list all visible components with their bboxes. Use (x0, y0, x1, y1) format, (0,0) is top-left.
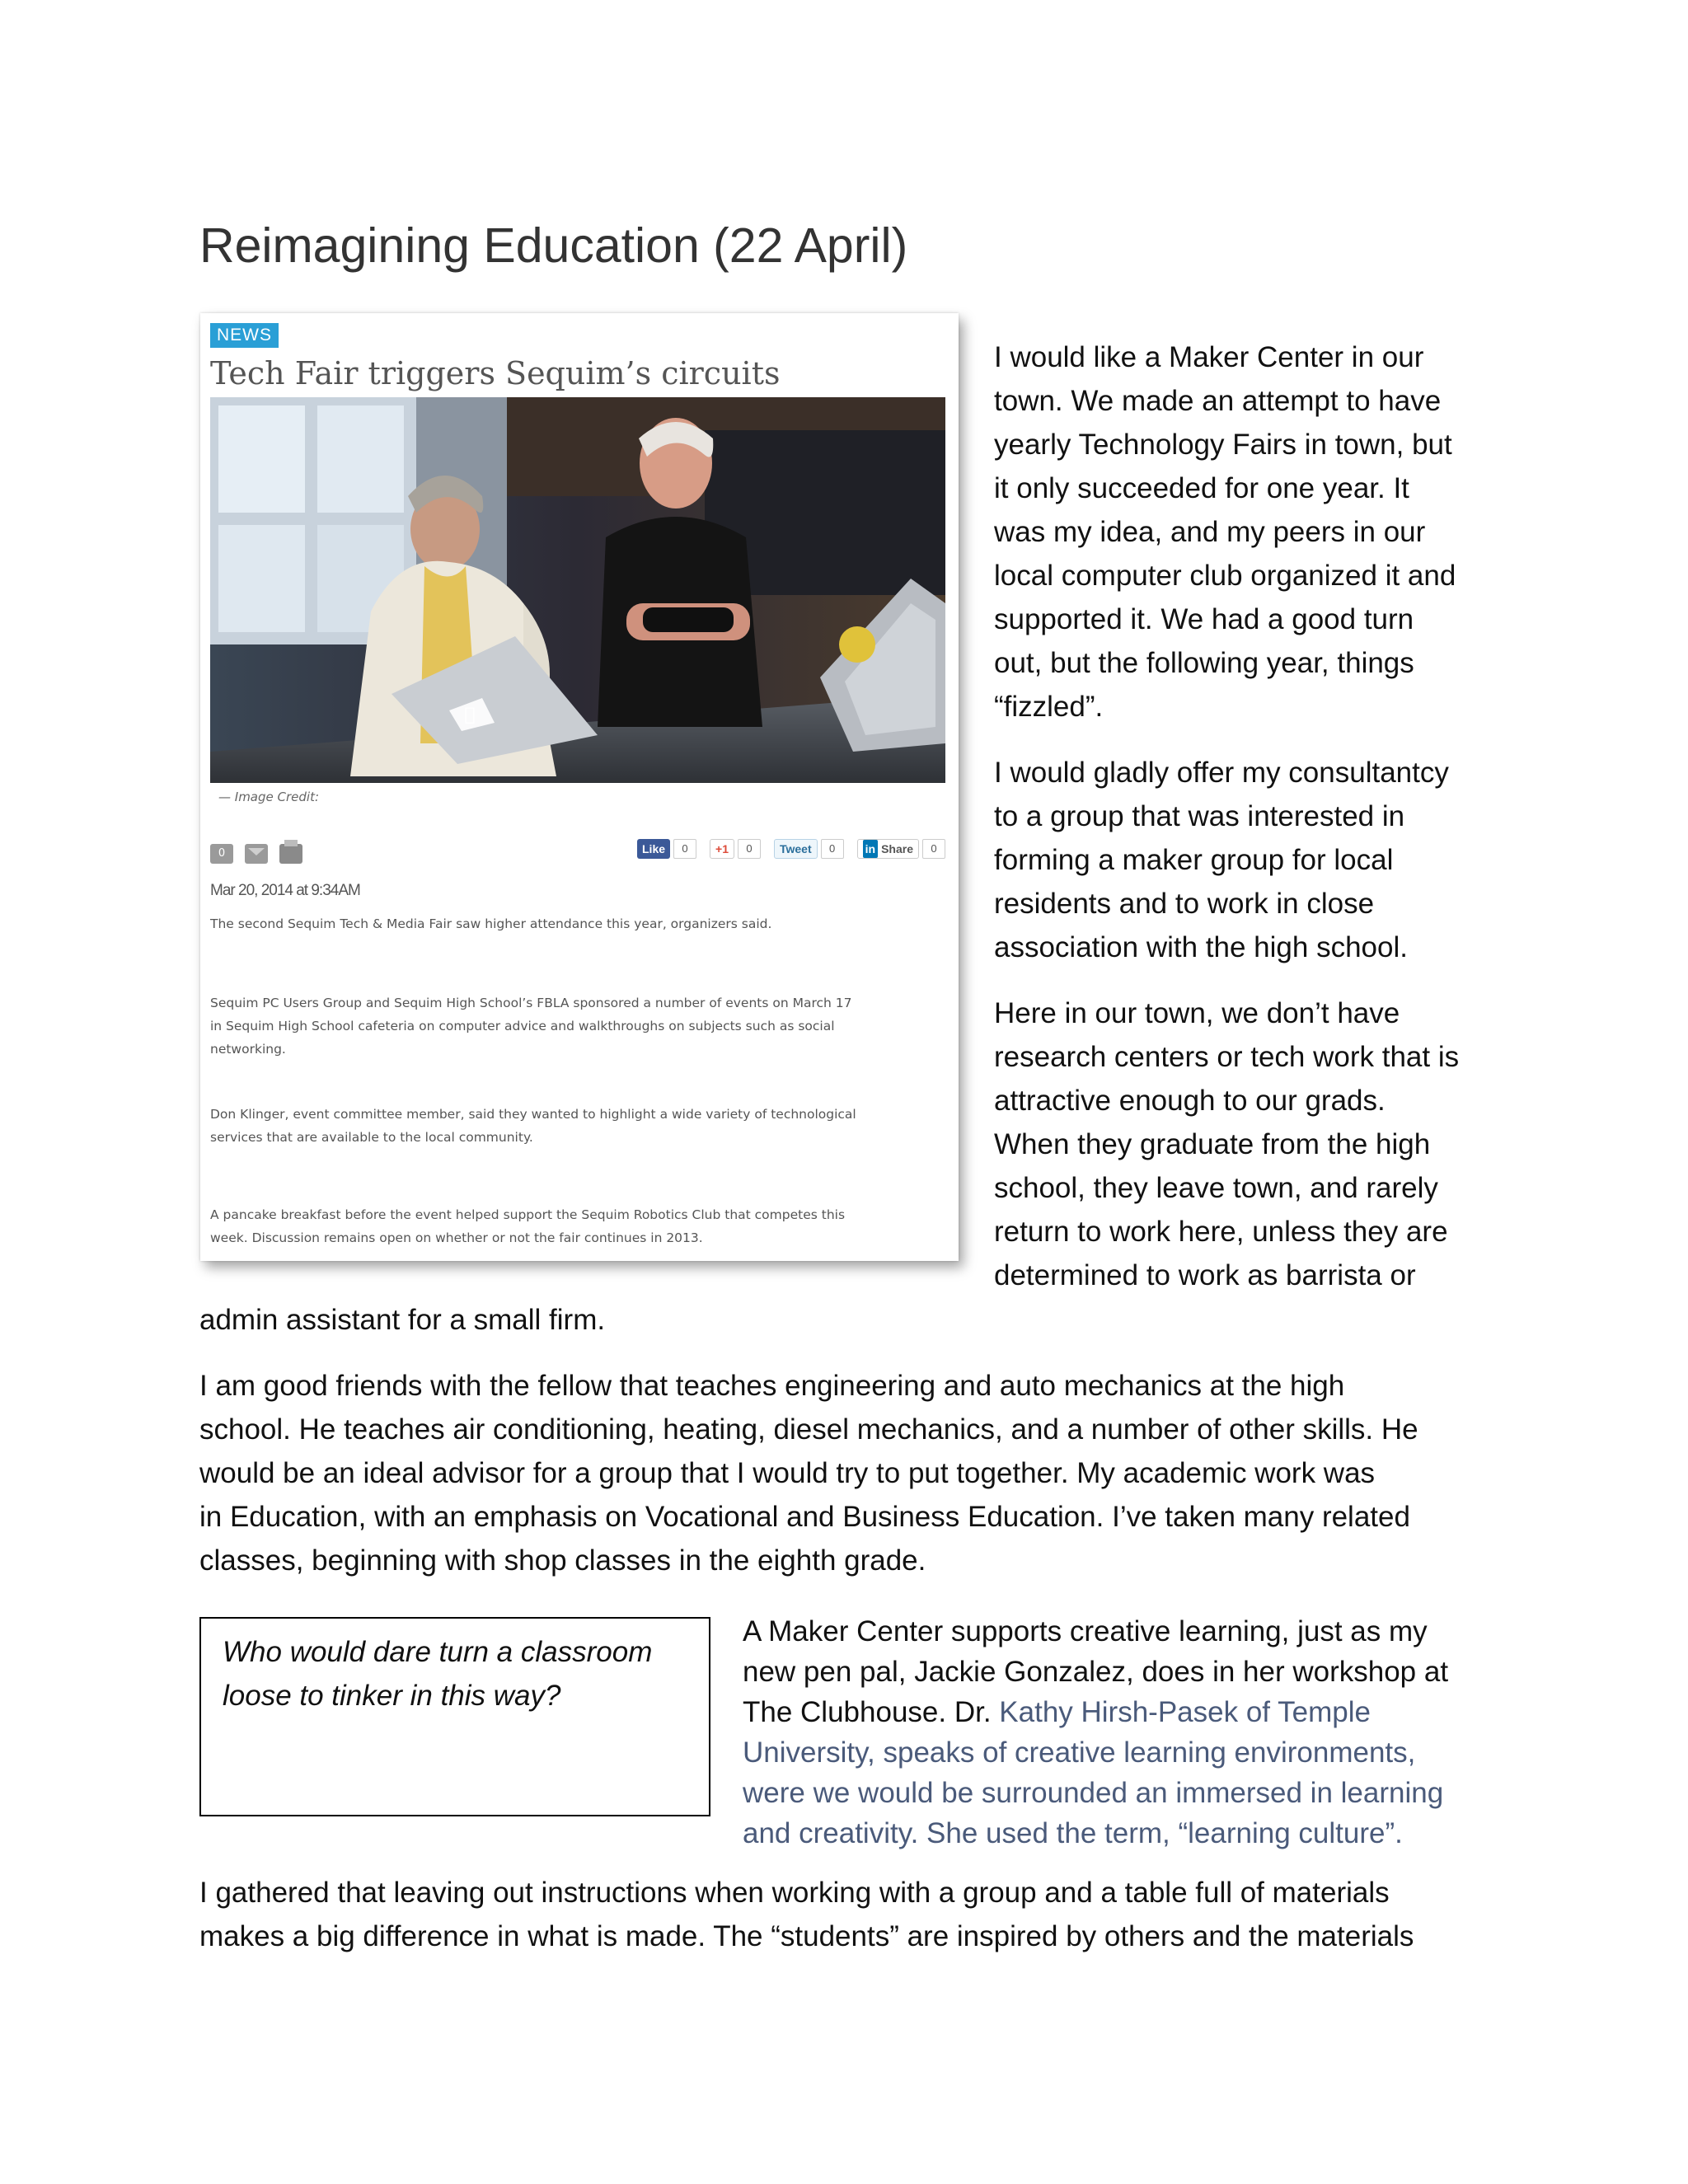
linkedin-share-label: Share (881, 842, 913, 855)
text-line: in Education, with an emphasis on Vocational and Business Education. I’ve taken many related (199, 1501, 1410, 1533)
news-line: Sequim PC Users Group and Sequim High School’s FBLA sponsored a number of events on March 17 (210, 996, 852, 1010)
text-line: school, they leave town, and rarely (994, 1172, 1438, 1204)
text-line: town. We made an attempt to have (994, 385, 1442, 417)
text-line: yearly Technology Fairs in town, but (994, 429, 1452, 461)
text-line: out, but the following year, things (994, 647, 1414, 679)
text-line: it only succeeded for one year. It (994, 472, 1409, 504)
apple-logo-icon (464, 705, 475, 725)
page-title: Reimagining Education (22 April) (199, 218, 908, 273)
text-line: When they graduate from the high (994, 1128, 1431, 1160)
quoted-source-text: were we would be surrounded an immersed in learning (743, 1777, 1444, 1809)
text-line: return to work here, unless they are (994, 1216, 1448, 1248)
comment-icon[interactable]: 0 (210, 844, 233, 864)
gplus-count: 0 (738, 839, 761, 859)
text-line: A Maker Center supports creative learning, just as my (743, 1615, 1428, 1647)
friends-paragraph (199, 1364, 1418, 1582)
text-line: I would gladly offer my consultantcy (994, 757, 1449, 789)
gplus-label: +1 (715, 842, 729, 855)
news-line: services that are available to the local community. (210, 1130, 533, 1145)
quote-text (223, 1630, 652, 1718)
linkedin-icon[interactable]: in Share (857, 839, 919, 859)
text-line: loose to tinker in this way? (223, 1680, 561, 1712)
text-line: determined to work as barrista or (994, 1259, 1416, 1291)
news-photo-illustration (210, 397, 945, 783)
news-photo (210, 397, 945, 783)
news-headline: Tech Fair triggers Sequim’s circuits (210, 355, 781, 391)
text-line: attractive enough to our grads. (994, 1085, 1386, 1117)
text-line: Here in our town, we don’t have (994, 997, 1400, 1029)
quoted-source-text: University, speaks of creative learning environments, (743, 1736, 1416, 1769)
news-line: The second Sequim Tech & Media Fair saw higher attendance this year, organizers said. (210, 916, 772, 931)
news-paragraph (210, 991, 952, 1061)
maker-center-paragraph (743, 1611, 1448, 1854)
share-buttons (637, 839, 945, 859)
text-line: I am good friends with the fellow that teaches engineering and auto mechanics at the high (199, 1370, 1345, 1402)
text-line: association with the high school. (994, 931, 1408, 963)
closing-paragraph (199, 1871, 1414, 1958)
quoted-source-text: Kathy Hirsh-Pasek of Temple (999, 1696, 1371, 1728)
gplus-icon[interactable] (710, 839, 734, 859)
text-line: I would like a Maker Center in our (994, 341, 1424, 373)
text-line: classes, beginning with shop classes in the eighth grade. (199, 1544, 926, 1577)
gplus-button[interactable] (710, 839, 761, 859)
side-paragraph-consultancy (994, 751, 1449, 969)
side-paragraph-town (994, 991, 1459, 1297)
news-paragraph (210, 1103, 952, 1149)
news-line: Don Klinger, event committee member, said they wanted to highlight a wide variety of technological (210, 1107, 856, 1122)
text-line: residents and to work in close (994, 888, 1375, 920)
tweet-label: Tweet (779, 842, 812, 855)
print-icon[interactable] (279, 844, 302, 864)
email-icon[interactable] (245, 844, 268, 864)
side-paragraph-fair (994, 335, 1456, 729)
text-line: research centers or tech work that is (994, 1041, 1460, 1073)
text-line: “fizzled”. (994, 691, 1104, 723)
quote-box (199, 1617, 710, 1816)
news-line: networking. (210, 1042, 286, 1057)
linkedin-share-button[interactable] (857, 839, 945, 859)
facebook-icon[interactable] (637, 839, 670, 859)
text-line: local computer club organized it and (994, 560, 1456, 592)
quoted-source-text: and creativity. She used the term, “learning culture”. (743, 1817, 1403, 1849)
text-line: Who would dare turn a classroom (223, 1636, 653, 1668)
facebook-like-label: Like (642, 842, 666, 855)
linkedin-count: 0 (922, 839, 945, 859)
news-date: Mar 20, 2014 at 9:34AM (210, 882, 360, 899)
text-line: new pen pal, Jackie Gonzalez, does in her workshop at (743, 1656, 1449, 1688)
text-line: would be an ideal advisor for a group that I would try to put together. My academic work was (199, 1457, 1376, 1489)
article-tools (210, 841, 302, 867)
text-line: I gathered that leaving out instructions when working with a group and a table full of materials (199, 1877, 1390, 1909)
news-paragraph (210, 912, 952, 935)
image-credit: — Image Credit: (218, 790, 320, 804)
text-line: The Clubhouse. Dr. (743, 1696, 1000, 1728)
text-line: supported it. We had a good turn (994, 603, 1414, 635)
text-line: was my idea, and my peers in our (994, 516, 1426, 548)
news-line: A pancake breakfast before the event helped support the Sequim Robotics Club that competes this (210, 1207, 846, 1222)
text-line: makes a big difference in what is made. The “students” are inspired by others and the materials (199, 1920, 1414, 1952)
news-tag: NEWS (210, 323, 279, 348)
facebook-like-button[interactable] (637, 839, 696, 859)
news-line: in Sequim High School cafeteria on computer advice and walkthroughs on subjects such as social (210, 1019, 835, 1033)
news-paragraph (210, 1203, 952, 1249)
tweet-button[interactable] (774, 839, 844, 859)
text-line: school. He teaches air conditioning, heating, diesel mechanics, and a number of other skills. He (199, 1413, 1418, 1446)
text-line: to a group that was interested in (994, 800, 1405, 832)
continued-line: admin assistant for a small firm. (199, 1304, 606, 1336)
facebook-like-count: 0 (673, 839, 696, 859)
news-clipping (200, 313, 959, 1261)
tweet-count: 0 (821, 839, 844, 859)
news-line: week. Discussion remains open on whether or not the fair continues in 2013. (210, 1230, 703, 1245)
text-line: forming a maker group for local (994, 844, 1394, 876)
twitter-icon[interactable] (774, 839, 818, 859)
